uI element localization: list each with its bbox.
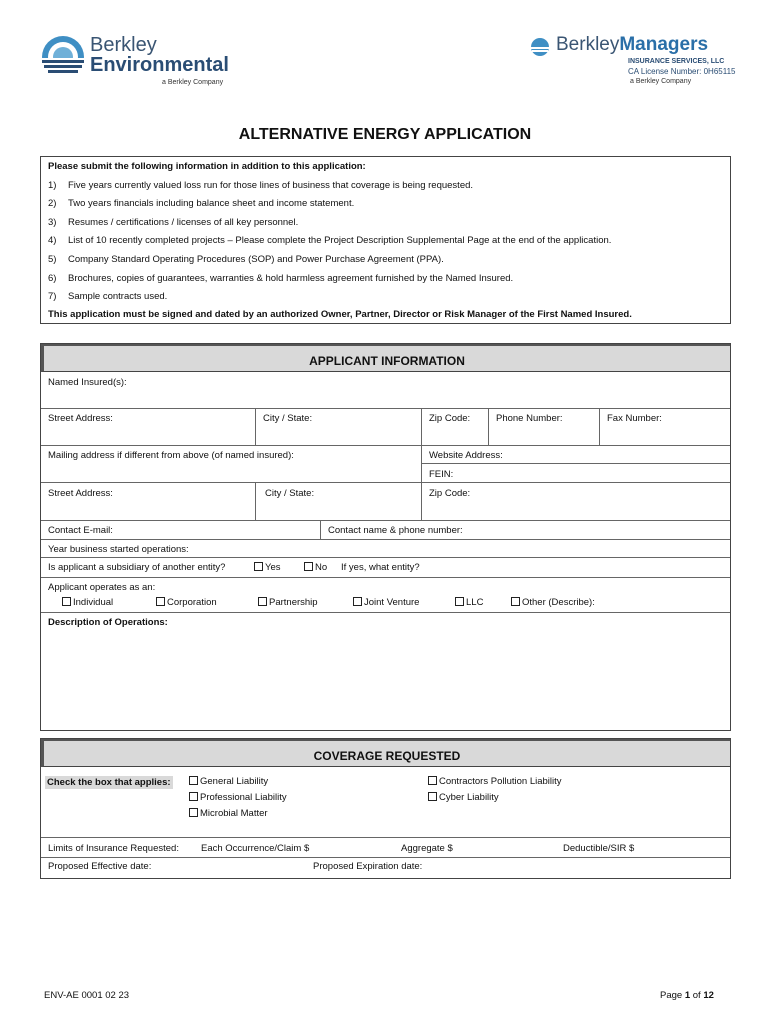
entity-label: Corporation bbox=[167, 597, 217, 608]
item-num: 1) bbox=[48, 180, 57, 191]
checkbox-icon[interactable] bbox=[428, 776, 437, 785]
item-num: 5) bbox=[48, 254, 57, 265]
entity-individual-option[interactable] bbox=[62, 597, 113, 608]
checkbox-icon[interactable] bbox=[258, 597, 267, 606]
instruction-item bbox=[48, 291, 167, 302]
website-address-field[interactable]: Website Address: bbox=[429, 450, 503, 461]
coverage-cyber-liability[interactable] bbox=[428, 792, 499, 803]
street-address-2-field[interactable]: Street Address: bbox=[48, 488, 113, 499]
instruction-item bbox=[48, 180, 473, 191]
entity-llc-option[interactable] bbox=[455, 597, 483, 608]
zip-code-2-field[interactable]: Zip Code: bbox=[429, 488, 471, 499]
logo-line-1: Berkley bbox=[90, 34, 157, 56]
checkbox-icon[interactable] bbox=[304, 562, 313, 571]
checkbox-icon[interactable] bbox=[189, 792, 198, 801]
entity-label: Joint Venture bbox=[364, 597, 420, 608]
item-text: Company Standard Operating Procedures (SOP) and Power Purchase Agreement (PPA). bbox=[68, 254, 444, 265]
item-num: 7) bbox=[48, 291, 57, 302]
instructions-intro: Please submit the following information in addition to this application: bbox=[48, 161, 366, 172]
coverage-label: Professional Liability bbox=[200, 792, 287, 803]
fax-number-field[interactable]: Fax Number: bbox=[607, 413, 662, 424]
coverage-microbial-matter[interactable] bbox=[189, 808, 268, 819]
item-text: Brochures, copies of guarantees, warranties & hold harmless agreement furnished by the Named Insured. bbox=[68, 273, 514, 284]
item-text: List of 10 recently completed projects – Please complete the Project Description Supplemental Page at the end of the application. bbox=[68, 235, 612, 246]
page-number bbox=[660, 990, 714, 1001]
section-heading: APPLICANT INFORMATION bbox=[41, 344, 730, 372]
entity-label: Individual bbox=[73, 597, 114, 608]
instruction-item bbox=[48, 198, 354, 209]
subsidiary-yes-option[interactable] bbox=[254, 562, 281, 573]
berkley-globe-icon bbox=[530, 37, 550, 57]
no-label: No bbox=[315, 562, 328, 573]
city-state-field[interactable]: City / State: bbox=[263, 413, 313, 424]
description-of-operations-field[interactable]: Description of Operations: bbox=[48, 617, 168, 628]
contact-name-field[interactable]: Contact name & phone number: bbox=[328, 525, 463, 536]
coverage-label: Cyber Liability bbox=[439, 792, 499, 803]
checkbox-icon[interactable] bbox=[428, 792, 437, 801]
logo-brand-b: Managers bbox=[619, 34, 709, 55]
logo-tagline: a Berkley Company bbox=[162, 79, 224, 86]
logo-subtitle: INSURANCE SERVICES, LLC bbox=[628, 58, 725, 65]
item-num: 3) bbox=[48, 217, 57, 228]
license-number: CA License Number: 0H65115 bbox=[628, 67, 736, 76]
aggregate-field[interactable]: Aggregate $ bbox=[401, 843, 453, 854]
instruction-item bbox=[48, 217, 298, 228]
page-title: ALTERNATIVE ENERGY APPLICATION bbox=[238, 126, 532, 143]
entity-partnership-option[interactable] bbox=[258, 597, 318, 608]
street-address-field[interactable]: Street Address: bbox=[48, 413, 113, 424]
form-number: ENV-AE 0001 02 23 bbox=[44, 990, 130, 1001]
page-current: 1 bbox=[684, 990, 691, 1001]
checkbox-icon[interactable] bbox=[455, 597, 464, 606]
named-insured-field[interactable]: Named Insured(s): bbox=[48, 377, 127, 388]
item-text: Resumes / certifications / licenses of all key personnel. bbox=[68, 217, 299, 228]
yes-label: Yes bbox=[265, 562, 281, 573]
coverage-label: Microbial Matter bbox=[200, 808, 268, 819]
city-state-2-field[interactable]: City / State: bbox=[265, 488, 315, 499]
checkbox-icon[interactable] bbox=[353, 597, 362, 606]
deductible-field[interactable]: Deductible/SIR $ bbox=[563, 843, 635, 854]
item-text: Five years currently valued loss run for those lines of business that coverage is being requested. bbox=[68, 180, 474, 191]
page-total: 12 bbox=[703, 990, 714, 1001]
item-num: 2) bbox=[48, 198, 57, 209]
entity-other-option[interactable] bbox=[511, 597, 595, 608]
fein-field[interactable]: FEIN: bbox=[429, 469, 454, 480]
applicant-information-section bbox=[40, 343, 731, 731]
entity-corporation-option[interactable] bbox=[156, 597, 217, 608]
coverage-contractors-pollution[interactable] bbox=[428, 776, 562, 787]
checkbox-icon[interactable] bbox=[189, 808, 198, 817]
logo-line-2: Environmental bbox=[90, 54, 229, 76]
instruction-item bbox=[48, 235, 611, 246]
signature-note: This application must be signed and dated by an authorized Owner, Partner, Director or Risk Manager of the First Named Insured. bbox=[48, 309, 632, 320]
each-occurrence-field[interactable]: Each Occurrence/Claim $ bbox=[201, 843, 310, 854]
instruction-item bbox=[48, 254, 444, 265]
page-of: of bbox=[692, 990, 701, 1001]
item-num: 6) bbox=[48, 273, 57, 284]
check-box-label: Check the box that applies: bbox=[47, 777, 171, 788]
environmental-wave-icon bbox=[40, 34, 86, 80]
entity-label: Partnership bbox=[269, 597, 318, 608]
page-prefix: Page bbox=[660, 990, 683, 1001]
entity-label: Other (Describe): bbox=[522, 597, 595, 608]
subsidiary-question: Is applicant a subsidiary of another entity? bbox=[48, 562, 226, 573]
berkley-managers-logo bbox=[530, 34, 740, 92]
item-text: Two years financials including balance sheet and income statement. bbox=[68, 198, 355, 209]
item-num: 4) bbox=[48, 235, 57, 246]
zip-code-field[interactable]: Zip Code: bbox=[429, 413, 471, 424]
contact-email-field[interactable]: Contact E-mail: bbox=[48, 525, 113, 536]
checkbox-icon[interactable] bbox=[156, 597, 165, 606]
entity-label: LLC bbox=[466, 597, 484, 608]
checkbox-icon[interactable] bbox=[254, 562, 263, 571]
berkley-environmental-logo bbox=[40, 34, 240, 92]
limits-label: Limits of Insurance Requested: bbox=[48, 843, 179, 854]
year-started-field[interactable]: Year business started operations: bbox=[48, 544, 189, 555]
coverage-label: Contractors Pollution Liability bbox=[439, 776, 562, 787]
instruction-item bbox=[48, 273, 513, 284]
coverage-label: General Liability bbox=[200, 776, 269, 787]
subsidiary-no-option[interactable] bbox=[304, 562, 327, 573]
logo-brand bbox=[556, 34, 708, 56]
operates-as-label: Applicant operates as an: bbox=[48, 582, 156, 593]
instructions-box bbox=[40, 156, 731, 324]
checkbox-icon[interactable] bbox=[511, 597, 520, 606]
if-yes-entity-field[interactable]: If yes, what entity? bbox=[341, 562, 420, 573]
coverage-professional-liability[interactable] bbox=[189, 792, 287, 803]
section-heading: COVERAGE REQUESTED bbox=[41, 739, 730, 767]
checkbox-icon[interactable] bbox=[189, 776, 198, 785]
expiration-date-field[interactable]: Proposed Expiration date: bbox=[313, 861, 423, 872]
logo-brand-a: Berkley bbox=[556, 34, 620, 55]
coverage-general-liability[interactable] bbox=[189, 776, 268, 787]
checkbox-icon[interactable] bbox=[62, 597, 71, 606]
effective-date-field[interactable]: Proposed Effective date: bbox=[48, 861, 152, 872]
entity-joint-venture-option[interactable] bbox=[353, 597, 419, 608]
coverage-requested-section bbox=[40, 738, 731, 879]
logo-tagline-right: a Berkley Company bbox=[630, 78, 692, 85]
phone-number-field[interactable]: Phone Number: bbox=[496, 413, 563, 424]
mailing-address-field[interactable]: Mailing address if different from above (of named insured): bbox=[48, 450, 294, 461]
item-text: Sample contracts used. bbox=[68, 291, 168, 302]
